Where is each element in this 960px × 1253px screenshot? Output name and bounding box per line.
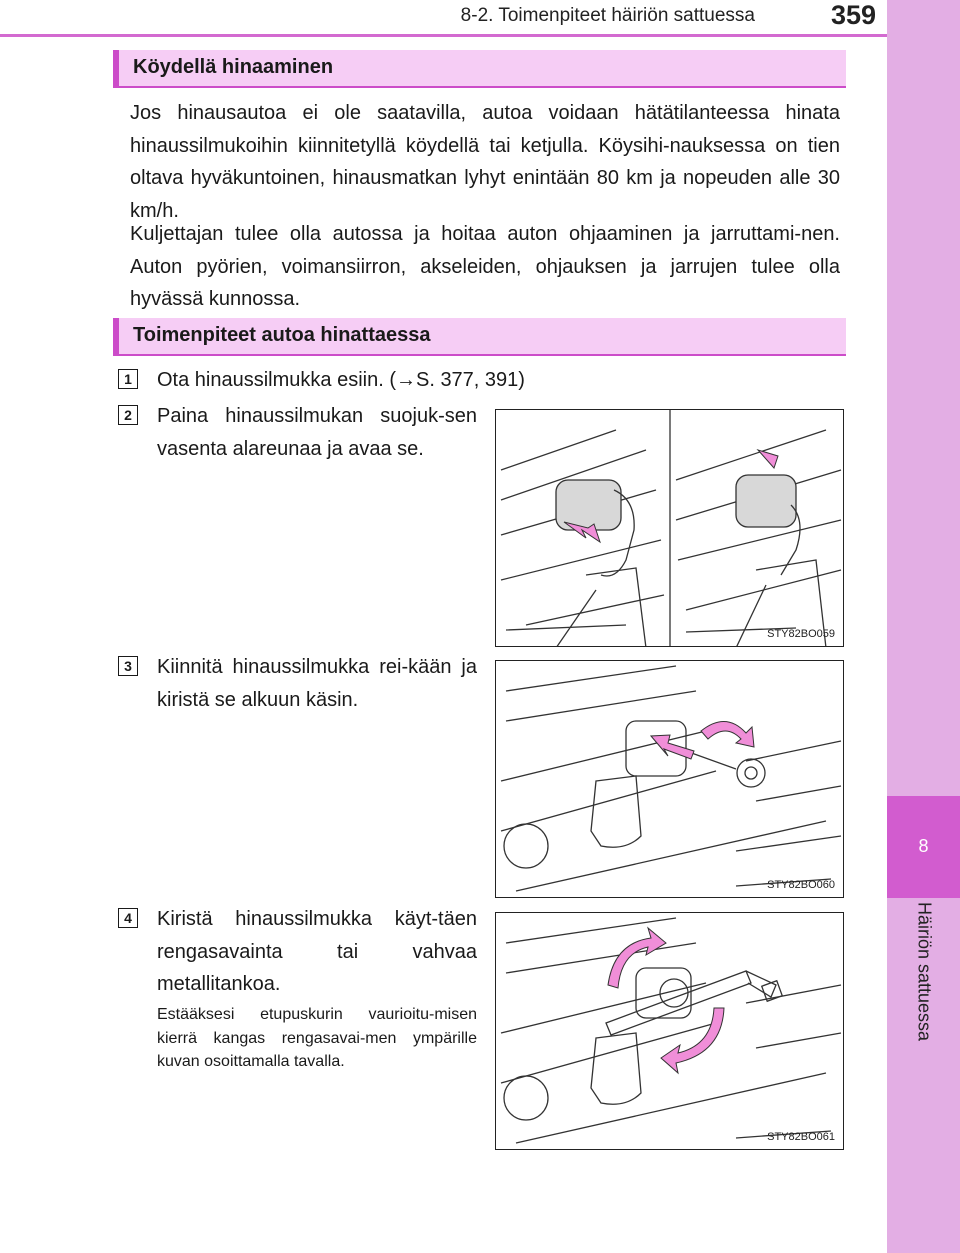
figure-code: STY82BO059	[767, 628, 835, 640]
section-heading-text: Köydellä hinaaminen	[133, 56, 334, 78]
step-text: Kiinnitä hinaussilmukka rei-kään ja kiristä se alkuun käsin.	[157, 656, 477, 711]
section-heading-towing-steps	[113, 318, 846, 354]
illustration-tighten-eyelet	[496, 913, 844, 1150]
heading-rule	[113, 86, 846, 88]
figure-code: STY82BO060	[767, 879, 835, 891]
figure-tighten-eyelet	[495, 912, 844, 1150]
chapter-label-text: Häiriön sattuessa	[914, 902, 934, 1042]
step-number: 1	[118, 369, 138, 389]
heading-rule	[113, 354, 846, 356]
chapter-label	[887, 902, 960, 1202]
header-rule	[0, 34, 887, 37]
chapter-number: 8	[918, 836, 929, 856]
figure-attach-eyelet	[495, 660, 844, 898]
step-number: 3	[118, 656, 138, 676]
step-text: Ota hinaussilmukka esiin. (→S. 377, 391)	[157, 369, 525, 391]
figure-code: STY82BO061	[767, 1131, 835, 1143]
step-text: Paina hinaussilmukan suojuk-sen vasenta alareunaa ja avaa se.	[157, 405, 477, 460]
page-number: 359	[830, 0, 876, 30]
step-note: Estääksesi etupuskurin vaurioitu-misen kierrä kangas rengasavai-men ympärille kuvan osoittamalla tavalla.	[157, 1006, 477, 1070]
figure-open-cover	[495, 409, 844, 647]
step-number: 2	[118, 405, 138, 425]
step-number: 4	[118, 908, 138, 928]
illustration-open-cover	[496, 410, 844, 647]
paragraph-driver-requirements: Kuljettajan tulee olla autossa ja hoitaa auton ohjaaminen ja jarruttami-nen. Auton pyörien, voimansiirron, akseleiden, ohjauksen ja jarrujen tulee olla hyvässä kunnossa.	[130, 223, 840, 310]
paragraph-towing-conditions: Jos hinausautoa ei ole saatavilla, autoa voidaan hätätilanteessa hinata hinaussilmukoihin kiinnitetyllä köydellä tai ketjulla. Köysihi-nauksessa on tien oltava hyväkuntoinen, hinausmatkan lyhyt enintään 80 km ja nopeuden alle 30 km/h.	[130, 102, 840, 222]
section-heading-text: Toimenpiteet autoa hinattaessa	[133, 324, 431, 346]
section-title: 8-2. Toimenpiteet häiriön sattuessa	[460, 5, 755, 26]
section-heading-rope-towing	[113, 50, 846, 86]
step-text: Kiristä hinaussilmukka käyt-täen rengasavainta tai vahvaa metallitankoa.	[157, 908, 477, 995]
illustration-attach-eyelet	[496, 661, 844, 898]
